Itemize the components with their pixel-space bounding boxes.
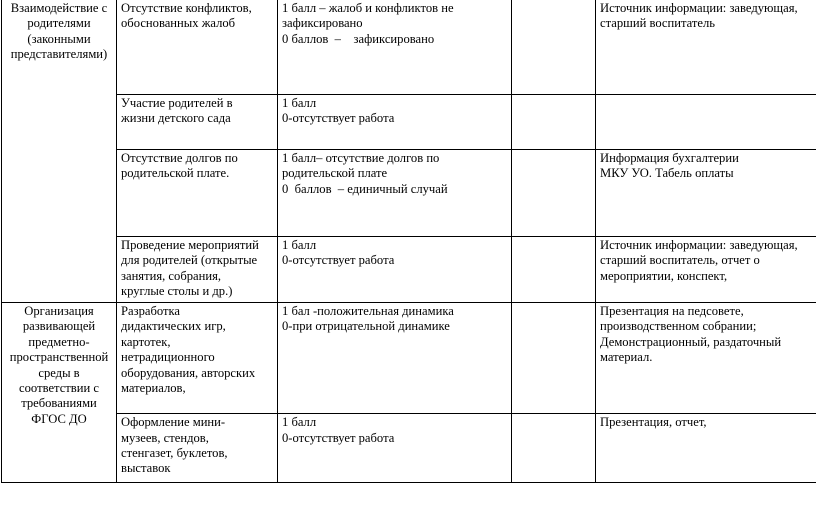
scoring-line: 1 бал -положительная динамика	[282, 304, 454, 318]
source-line: Источник информации: заведующая,	[600, 1, 798, 15]
indicator-cell	[117, 0, 278, 95]
source-line: мероприятии, конспект,	[600, 268, 728, 283]
indicator-line: дидактических игр,	[121, 319, 226, 334]
scoring-cell	[278, 150, 512, 237]
scoring-cell	[278, 237, 512, 303]
scoring-line: 0-отсутствует работа	[282, 111, 395, 126]
indicator-line: Оформление мини-	[121, 415, 226, 430]
indicator-line: обоснованных жалоб	[121, 16, 236, 31]
scoring-cell	[278, 414, 512, 483]
scoring-cell	[278, 303, 512, 414]
section-title-cell	[2, 0, 117, 303]
indicator-cell	[117, 150, 278, 237]
section-title-line: Организация	[24, 304, 94, 318]
section-title-cell	[2, 303, 117, 483]
table-row	[2, 0, 816, 95]
scoring-line: 0-отсутствует работа	[282, 253, 395, 268]
indicator-line: стенгазет, буклетов,	[121, 446, 228, 461]
indicator-line: музеев, стендов,	[121, 430, 209, 445]
indicator-line: выставок	[121, 461, 171, 476]
indicator-line: для родителей (открытые	[121, 253, 258, 268]
empty-cell	[512, 95, 596, 150]
table-row	[2, 414, 816, 483]
indicator-line: материалов,	[121, 381, 186, 396]
source-line: Презентация, отчет,	[600, 415, 707, 430]
indicator-cell	[117, 95, 278, 150]
table-row	[2, 150, 816, 237]
indicator-cell	[117, 414, 278, 483]
indicator-line: Участие родителей в	[121, 96, 233, 110]
scoring-line: 0 баллов – единичный случай	[282, 181, 448, 196]
section-title-line: соответствии с	[19, 381, 99, 396]
indicator-cell	[117, 237, 278, 303]
section-title-line: Взаимодействие с	[10, 1, 108, 15]
scoring-line: 1 балл – жалоб и конфликтов не	[282, 1, 454, 15]
indicator-line: занятия, собрания,	[121, 268, 222, 283]
table-row	[2, 95, 816, 150]
indicator-line: Отсутствие конфликтов,	[121, 1, 252, 15]
section-title-line: пространственной	[9, 350, 109, 365]
section-title-line: требованиями	[21, 396, 97, 411]
empty-cell	[512, 414, 596, 483]
indicator-cell	[117, 303, 278, 414]
indicator-line: родительской плате.	[121, 166, 230, 181]
section-title-line: развивающей	[22, 319, 96, 334]
source-line: Информация бухгалтерии	[600, 151, 739, 165]
scoring-line: родительской плате	[282, 166, 388, 181]
source-line: МКУ УО. Табель оплаты	[600, 166, 734, 181]
empty-cell	[512, 0, 596, 95]
indicator-line: Разработка	[121, 304, 181, 318]
indicator-line: оборудования, авторских	[121, 365, 256, 380]
table-row	[2, 237, 816, 303]
source-line: материал.	[600, 350, 653, 365]
source-line: Источник информации: заведующая,	[600, 238, 798, 252]
criteria-table	[1, 0, 816, 483]
scoring-line: зафиксировано	[282, 16, 363, 31]
empty-cell	[512, 303, 596, 414]
scoring-line: 0-отсутствует работа	[282, 430, 395, 445]
section-title-line: родителями	[27, 16, 91, 31]
section-title-line: (законными	[27, 31, 91, 46]
source-cell	[596, 95, 816, 150]
source-line: старший воспитатель	[600, 16, 716, 31]
scoring-line: 1 балл– отсутствие долгов по	[282, 151, 440, 165]
scoring-cell	[278, 0, 512, 95]
indicator-line: картотек,	[121, 334, 171, 349]
source-cell	[596, 303, 816, 414]
section-title-line: представителями)	[10, 47, 108, 62]
section-title-line: предметно-	[28, 334, 90, 349]
source-cell	[596, 414, 816, 483]
indicator-line: Отсутствие долгов по	[121, 151, 238, 165]
indicator-line: жизни детского сада	[121, 111, 231, 126]
table-row	[2, 303, 816, 414]
source-cell	[596, 237, 816, 303]
indicator-line: Проведение мероприятий	[121, 238, 259, 252]
source-line: Демонстрационный, раздаточный	[600, 334, 782, 349]
indicator-line: круглые столы и др.)	[121, 284, 233, 299]
scoring-cell	[278, 95, 512, 150]
empty-cell	[512, 150, 596, 237]
source-cell	[596, 150, 816, 237]
indicator-line: нетрадиционного	[121, 350, 215, 365]
scoring-line: 1 балл	[282, 96, 317, 110]
section-title-line: среды в	[38, 365, 80, 380]
source-line: старший воспитатель, отчет о	[600, 253, 760, 268]
scoring-line: 0-при отрицательной динамике	[282, 319, 450, 334]
scoring-line: 0 баллов – зафиксировано	[282, 31, 435, 46]
scoring-line: 1 балл	[282, 238, 317, 252]
source-cell	[596, 0, 816, 95]
empty-cell	[512, 237, 596, 303]
source-line: Презентация на педсовете,	[600, 304, 744, 318]
section-title-line: ФГОС ДО	[31, 411, 87, 426]
source-line: производственном собрании;	[600, 319, 757, 334]
scoring-line: 1 балл	[282, 415, 317, 430]
